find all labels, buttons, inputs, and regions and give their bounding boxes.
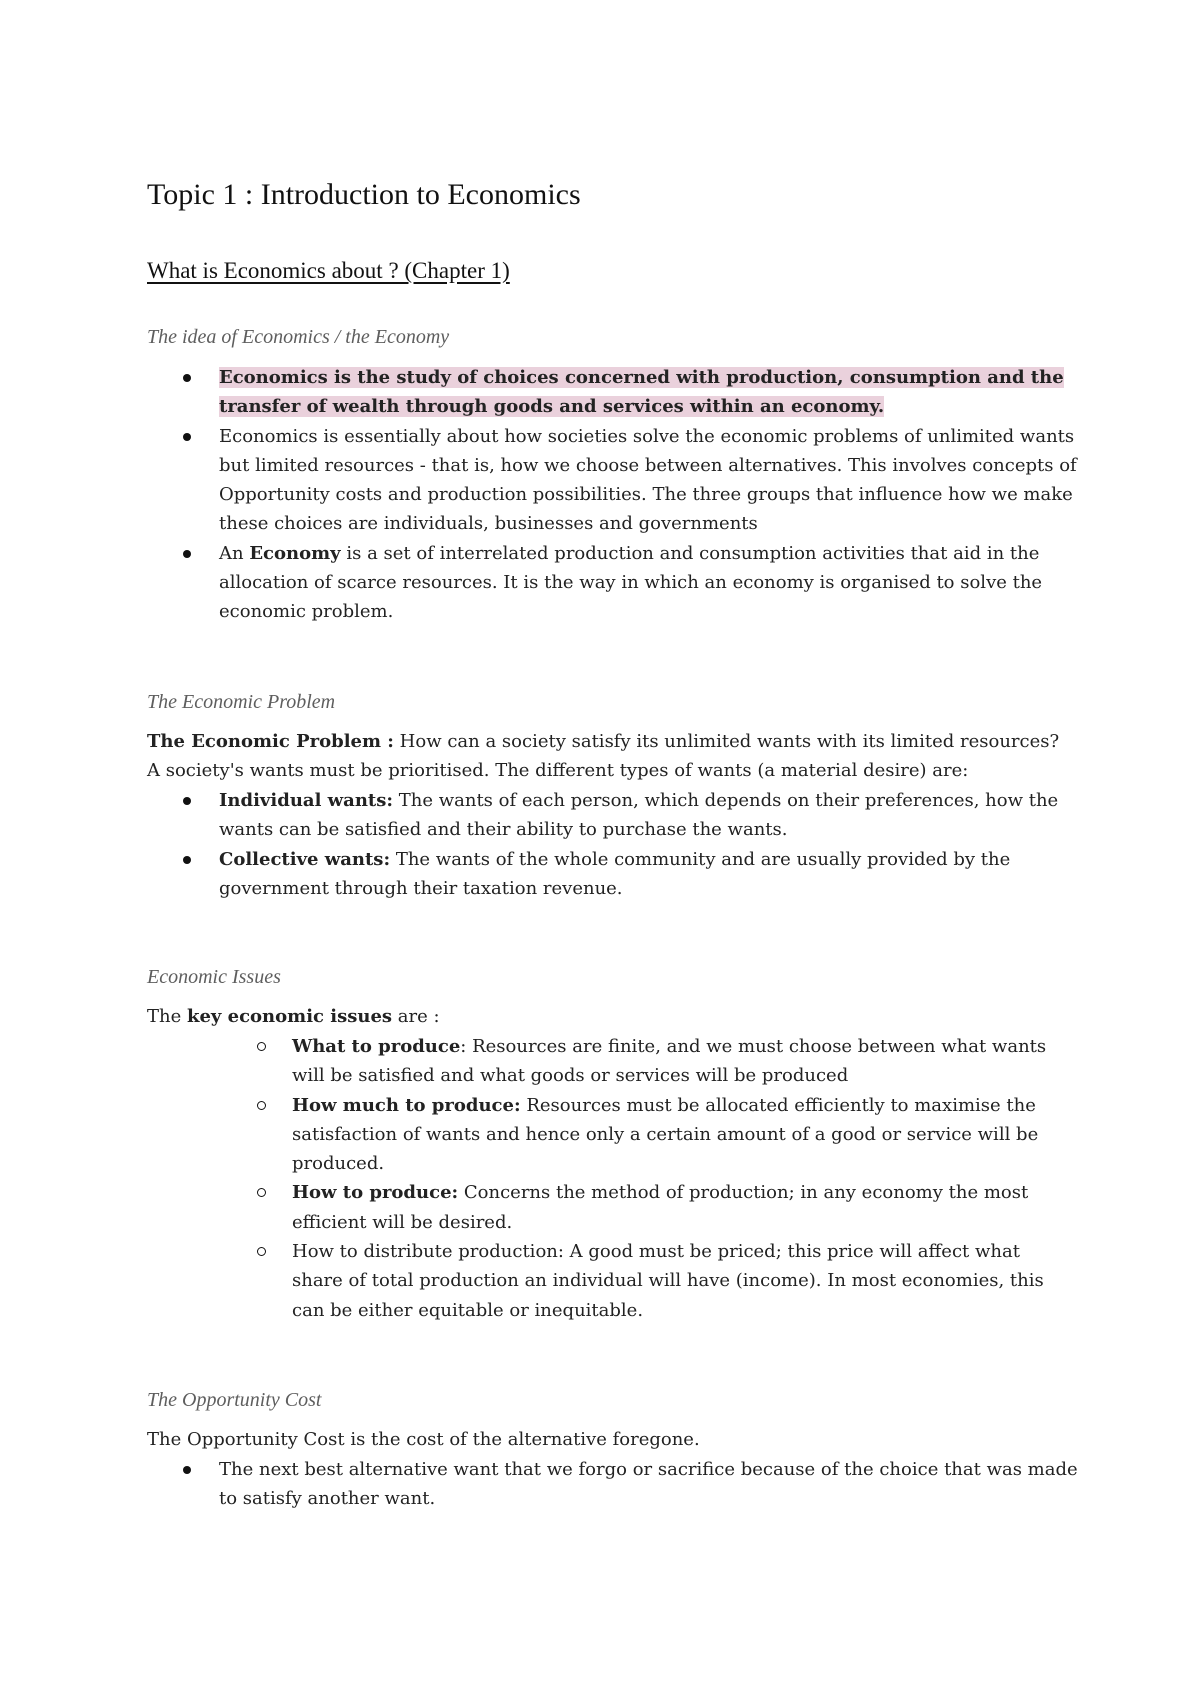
list-item xyxy=(292,1178,1072,1237)
problem-intro xyxy=(147,727,1067,786)
list-item-term: How to produce: xyxy=(292,1182,459,1204)
list-item xyxy=(292,1237,1072,1325)
chapter-heading: What is Economics about ? (Chapter 1) xyxy=(147,258,510,283)
bullet-icon xyxy=(183,1466,191,1474)
opportunity-intro: The Opportunity Cost is the cost of the alternative foregone. xyxy=(147,1429,700,1450)
intro-text: How can a society satisfy its unlimited wants with its limited resources? A society's wants must be prioritised. The different types of wants (a material desire) are: xyxy=(147,731,1060,782)
list-item-text: The wants of the whole community and are usually provided by the government through their taxation revenue. xyxy=(219,848,1011,899)
list-item-term: What to produce xyxy=(292,1036,461,1057)
list-item-term: Collective wants: xyxy=(219,848,391,870)
list-item xyxy=(219,786,1089,845)
list-item-term: Individual wants: xyxy=(219,790,394,811)
list-item-text: Concerns the method of production; in any economy the most efficient will be desired. xyxy=(292,1182,1029,1233)
list-item xyxy=(292,1032,1072,1091)
intro-term: The Economic Problem : xyxy=(147,731,394,752)
section-heading-idea: The idea of Economics / the Economy xyxy=(147,326,450,348)
list-item xyxy=(292,1091,1072,1179)
wants-list xyxy=(219,786,1089,903)
bullet-icon xyxy=(183,550,191,558)
list-item-text: The wants of each person, which depends on their preferences, how the wants can be satisfied and their ability to purchase the wants. xyxy=(219,790,1059,841)
highlighted-definition: Economics is the study of choices concerned with production, consumption and the transfer of wealth through goods and services within an economy. xyxy=(219,367,1064,418)
circle-bullet-icon xyxy=(257,1101,266,1110)
list-item-prefix: An xyxy=(219,542,250,564)
list-item-term: How much to produce: xyxy=(292,1094,521,1116)
issues-intro xyxy=(147,1002,1067,1031)
circle-bullet-icon xyxy=(257,1188,266,1197)
circle-bullet-icon xyxy=(257,1247,266,1256)
bullet-icon xyxy=(183,856,191,864)
list-item xyxy=(219,539,1089,627)
list-item xyxy=(219,1455,1089,1514)
list-item-text: is a set of interrelated production and consumption activities that aid in the allocation of scarce resources. It is the way in which an economy is organised to solve the economic problem. xyxy=(219,542,1043,623)
intro-term: key economic issues xyxy=(186,1006,393,1027)
idea-list xyxy=(219,363,1089,627)
section-heading-issues: Economic Issues xyxy=(147,966,281,988)
list-item-text: Resources must be allocated efficiently to maximise the satisfaction of wants and hence only a certain amount of a good or service will be produced. xyxy=(292,1094,1039,1175)
list-item xyxy=(219,422,1089,539)
section-heading-opportunity: The Opportunity Cost xyxy=(147,1389,322,1411)
issues-list xyxy=(292,1032,1072,1325)
opportunity-list xyxy=(219,1455,1089,1514)
list-item-text: Economics is essentially about how societies solve the economic problems of unlimited wants but limited resources - that is, how we choose between alternatives. This involves concepts of Opportunity costs and production possibilities. The three groups that influence how we make these choices are individuals, businesses and governments xyxy=(219,425,1077,535)
list-item xyxy=(219,363,1089,422)
list-item xyxy=(219,845,1089,904)
intro-prefix: The xyxy=(147,1006,187,1027)
bullet-icon xyxy=(183,797,191,805)
page-title: Topic 1 : Introduction to Economics xyxy=(147,178,581,211)
list-item-term: Economy xyxy=(249,542,341,564)
bullet-icon xyxy=(183,433,191,441)
list-item-text: How to distribute production: A good must be priced; this price will affect what share of total production an individual will have (income). In most economies, this can be either equitable or inequitable. xyxy=(292,1241,1044,1321)
circle-bullet-icon xyxy=(257,1042,266,1051)
bullet-icon xyxy=(183,374,191,382)
intro-suffix: are : xyxy=(392,1006,440,1027)
list-item-text: The next best alternative want that we forgo or sacrifice because of the choice that was made to satisfy another want. xyxy=(219,1459,1078,1510)
list-item-text: : Resources are finite, and we must choose between what wants will be satisfied and what goods or services will be produced xyxy=(292,1036,1047,1087)
section-heading-problem: The Economic Problem xyxy=(147,691,336,713)
